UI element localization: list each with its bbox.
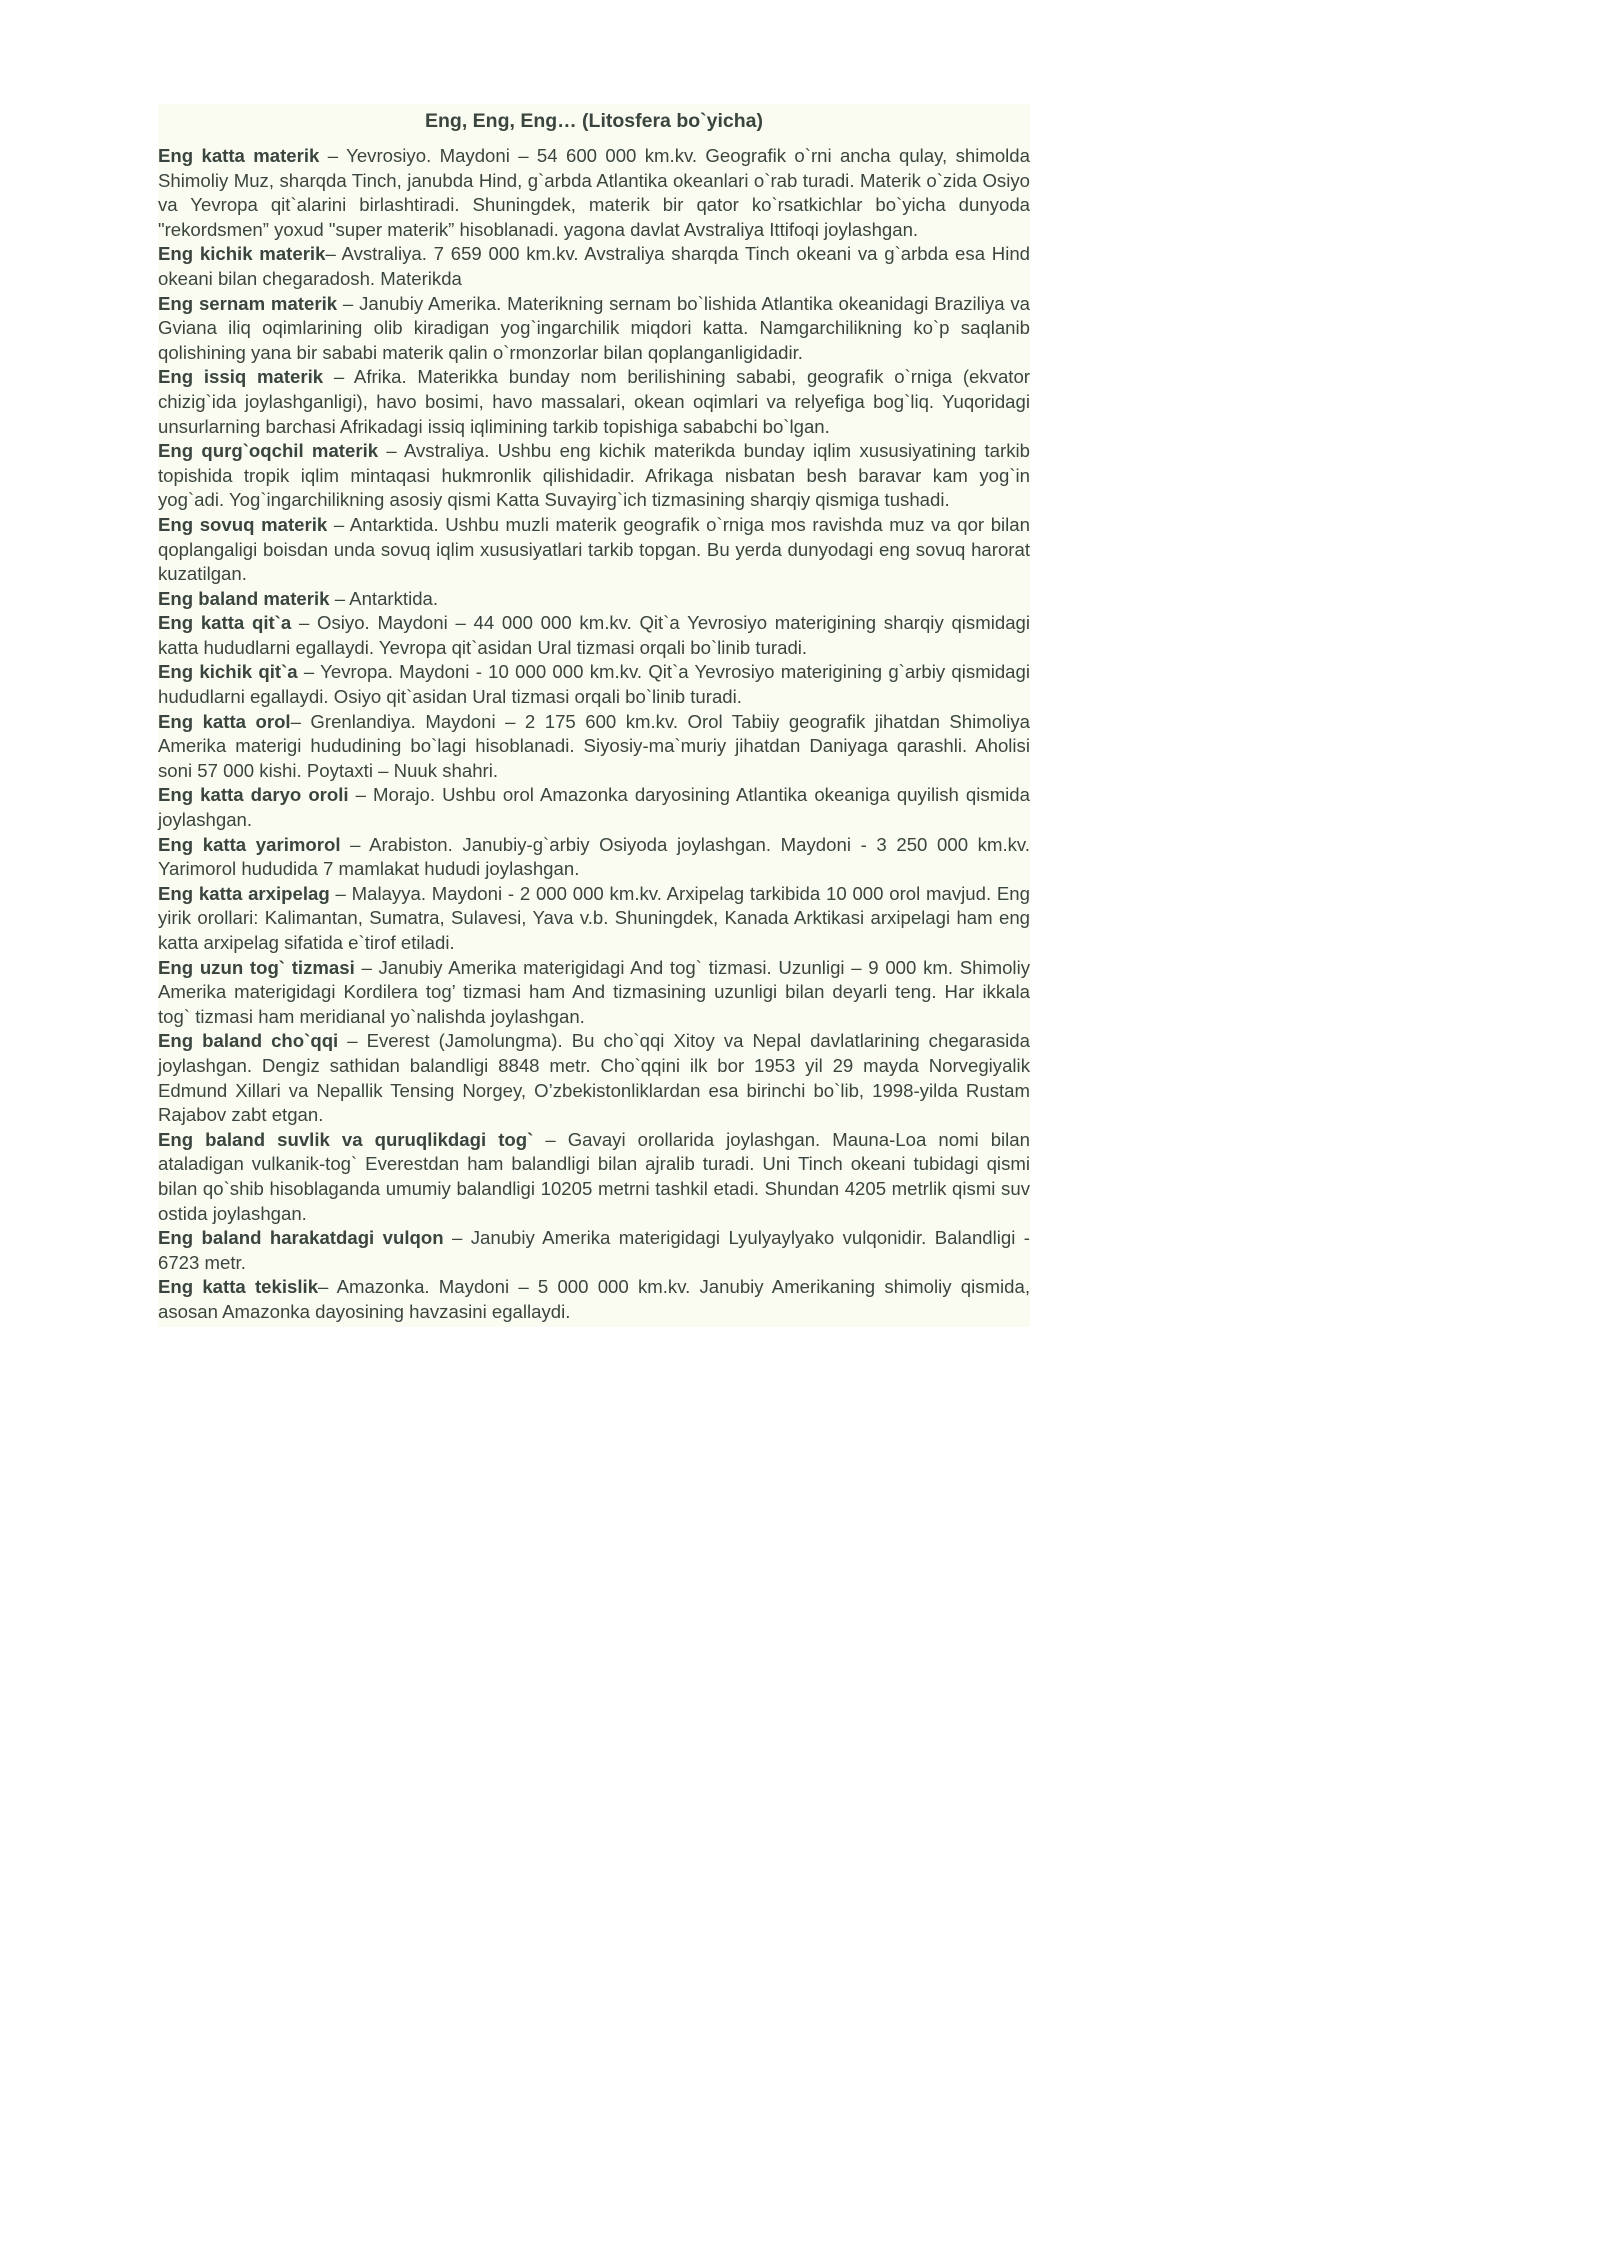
entry-text: – Gavayi orollarida joylashgan. Mauna-Loa nomi bilan ataladigan vulkanik-tog` Everestdan ham balandligi bilan ajralib turadi. Uni Tinch okeani tubidagi qismi bilan qo`shib hisoblaganda umumiy balandligi 10205 metrni tashkil etadi. Shundan 4205 metrlik qismi suv ostida joylashgan. [158,1128,1030,1224]
entry-text: – Yevropa. Maydoni - 10 000 000 km.kv. Qit`a Yevrosiyo materigining g`arbiy qismidagi hududlarni egallaydi. Osiyo qit`asidan Ural tizmasi orqali bo`linib turadi. [158,661,1030,708]
entry-text: – Yevrosiyo. Maydoni – 54 600 000 km.kv. Geografik o`rni ancha qulay, shimolda Shimoliy Muz, sharqda Tinch, janubda Hind, g`arbda Atlantika okeanlari o`rab turadi. Materik o`zida Osiyo va Yevropa qit`alarini birlashtiradi. Shuningdek, materik bir qator ko`rsatkichlar bo`yicha dunyoda "rekordsmen” yoxud "super materik” hisoblanadi. yagona davlat Avstraliya Ittifoqi joylashgan. [158,145,1030,240]
entry-eng-katta-materik [158,144,1030,242]
entry-text: – Antarktida. Ushbu muzli materik geografik o`rniga mos ravishda muz va qor bilan qoplangaligi boisdan unda sovuq iqlim xususiyatlari tarkib topgan. Bu yerda dunyodagi eng sovuq harorat kuzatilgan. [158,513,1030,585]
entry-term: Eng sovuq materik [158,513,328,535]
entry-eng-baland-choqqi [158,1029,1030,1127]
entry-term: Eng katta arxipelag [158,882,330,904]
entry-text: – Osiyo. Maydoni – 44 000 000 km.kv. Qit`a Yevrosiyo materigining sharqiy qismidagi katta hududlarni egallaydi. Yevropa qit`asidan Ural tizmasi orqali bo`linib turadi. [158,612,1031,658]
entry-text: – Avstraliya. 7 659 000 km.kv. Avstraliya sharqda Tinch okeani va g`arbda esa Hind okeani bilan chegaradosh. Materikda [158,243,1031,289]
entry-eng-kichik-qita [158,660,1030,709]
entry-eng-sovuq-materik [158,513,1030,587]
entry-term: Eng katta daryo oroli [158,784,349,806]
entry-text: – Janubiy Amerika materigidagi And tog` tizmasi. Uzunligi – 9 000 km. Shimoliy Amerika materigidagi Kordilera tog’ tizmasi ham And tizmasining uzunligi bilan deyarli teng. Har ikkala tog` tizmasi ham meridianal yo`nalishda joylashgan. [158,956,1030,1027]
entry-eng-katta-yarimorol [158,833,1030,882]
entry-text: – Grenlandiya. Maydoni – 2 175 600 km.kv. Orol Tabiiy geografik jihatdan Shimoliya Amerika materigi hududining bo`lagi hisoblanadi. Siyosiy-ma`muriy jihatdan Daniyaga qarashli. Aholisi soni 57 000 kishi. Poytaxti – Nuuk shahri. [158,710,1030,781]
entry-text: – Antarktida. [329,587,439,609]
entry-eng-issiq-materik [158,365,1030,439]
entry-term: Eng baland cho`qqi [158,1030,339,1052]
entry-eng-katta-arxipelag [158,882,1030,956]
entry-eng-baland-suvlik-tog [158,1128,1030,1226]
entry-term: Eng kichik qit`a [158,661,298,683]
entry-term: Eng baland suvlik va quruqlikdagi tog` [158,1128,534,1150]
entry-term: Eng katta orol [158,710,291,732]
entry-eng-baland-harakatdagi-vulqon [158,1226,1030,1275]
entry-text: – Arabiston. Janubiy-g`arbiy Osiyoda joylashgan. Maydoni - 3 250 000 km.kv. Yarimorol hududida 7 mamlakat hududi joylashgan. [158,833,1030,880]
entry-eng-baland-materik [158,587,1030,612]
entry-eng-kichik-materik [158,242,1030,291]
entry-term: Eng issiq materik [158,366,324,388]
entry-term: Eng katta tekislik [158,1276,319,1298]
entry-eng-sernam-materik [158,292,1030,366]
entry-term: Eng baland materik [158,587,330,609]
entry-text: – Afrika. Materikka bunday nom berilishining sababi, geografik o`rniga (ekvator chizig`ida joylashganligi), havo bosimi, havo massalari, okean oqimlari va relyefiga bog`liq. Yuqoridagi unsurlarning barchasi Afrikadagi issiq iqlimining tarkib topishiga sababchi bo`lgan. [158,366,1030,437]
entry-term: Eng qurg`oqchil materik [158,440,379,462]
entry-eng-qurgoqchil-materik [158,439,1030,513]
entry-text: – Malayya. Maydoni - 2 000 000 km.kv. Arxipelag tarkibida 10 000 orol mavjud. Eng yirik orollari: Kalimantan, Sumatra, Sulavesi, Yava v.b. Shuningdek, Kanada Arktikasi arxipelagi ham eng katta arxipelag sifatida e`tirof etiladi. [158,882,1030,953]
entry-eng-katta-daryo-oroli [158,783,1030,832]
entry-eng-uzun-tog-tizmasi [158,956,1030,1030]
entry-text: – Janubiy Amerika materigidagi Lyulyaylyako vulqonidir. Balandligi - 6723 metr. [158,1227,1030,1273]
entry-term: Eng kichik materik [158,243,326,265]
entry-text: – Amazonka. Maydoni – 5 000 000 km.kv. Janubiy Amerikaning shimoliy qismida, asosan Amazonka dayosining havzasini egallaydi. [158,1276,1030,1322]
entry-eng-katta-tekislik [158,1275,1030,1324]
entry-text: – Janubiy Amerika. Materikning sernam bo`lishida Atlantika okeanidagi Braziliya va Gviana iliq oqimlarining olib kiradigan yog`ingarchilik miqdori katta. Namgarchilikning ko`p saqlanib qolishining yana bir sababi materik qalin o`rmonzorlar bilan qoplanganligidadir. [158,292,1030,363]
entry-term: Eng katta materik [158,145,320,166]
entry-eng-katta-qita [158,611,1030,660]
entry-term: Eng katta qit`a [158,612,292,634]
entry-term: Eng sernam materik [158,292,338,314]
entry-text: – Everest (Jamolungma). Bu cho`qqi Xitoy va Nepal davlatlarining chegarasida joylashgan. Dengiz sathidan balandligi 8848 metr. Cho`qqini ilk bor 1953 yil 29 mayda Norvegiyalik Edmund Xillari va Nepallik Tensing Norgey, O’zbekistonliklardan esa birinchi bo`lib, 1998-yilda Rustam Rajabov zabt etgan. [158,1030,1030,1126]
entry-term: Eng baland harakatdagi vulqon [158,1227,444,1249]
entry-term: Eng uzun tog` tizmasi [158,956,355,978]
entry-eng-katta-orol [158,710,1030,784]
document-title: Eng, Eng, Eng… (Litosfera bo`yicha) [424,110,763,132]
entry-text: – Avstraliya. Ushbu eng kichik materikda bunday iqlim xususiyatining tarkib topishida tropik iqlim mintaqasi hukmronlik qilishidadir. Afrikaga nisbatan besh baravar kam yog`in yog`adi. Yog`ingarchilikning asosiy qismi Katta Suvayirg`ich tizmasining sharqiy qismiga tushadi. [158,440,1030,511]
document-body [158,104,1030,1327]
entry-term: Eng katta yarimorol [158,833,341,855]
entry-text: – Morajo. Ushbu orol Amazonka daryosining Atlantika okeaniga quyilish qismida joylashgan. [158,784,1030,831]
